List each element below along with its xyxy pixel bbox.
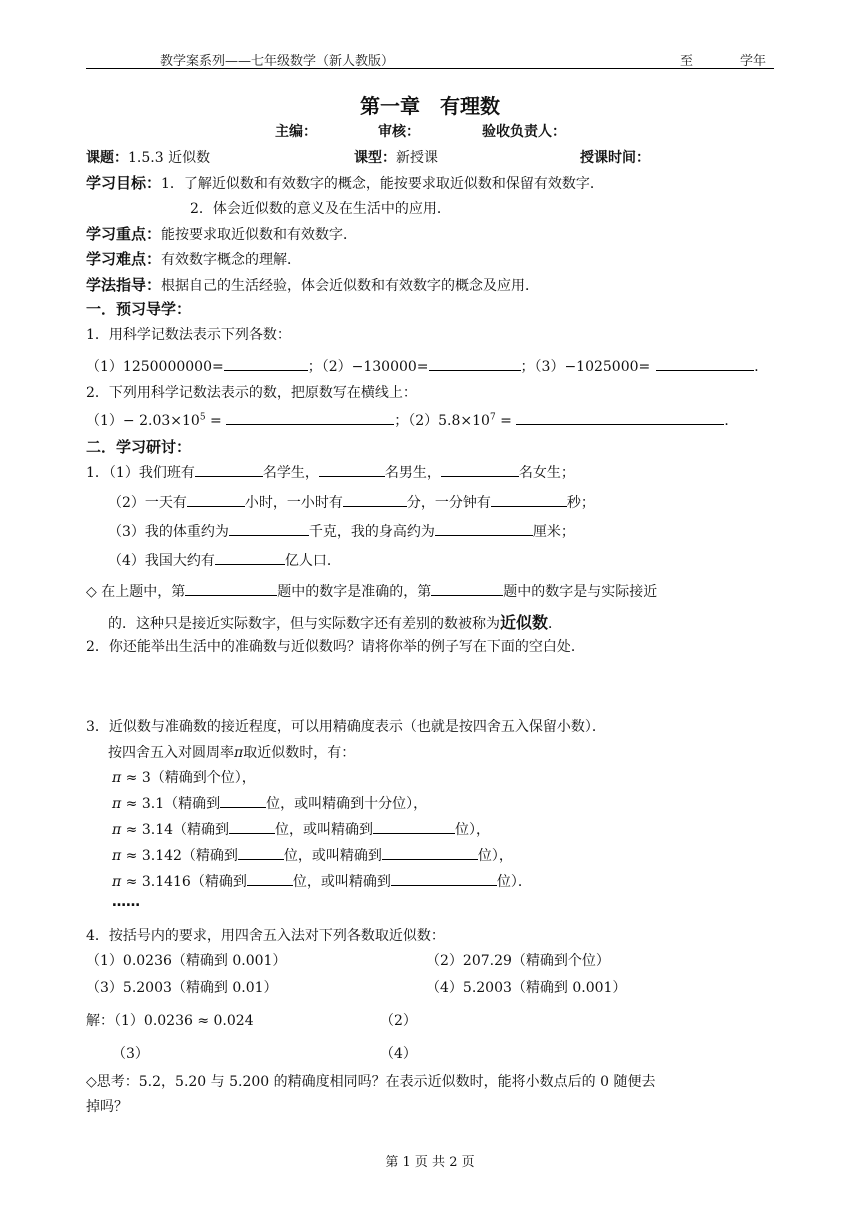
- blank[interactable]: [224, 356, 308, 371]
- blank[interactable]: [656, 356, 754, 371]
- s1-q2: 2．下列用科学记数法表示的数，把原数写在横线上：: [86, 385, 417, 401]
- goals-row-1: [86, 172, 604, 193]
- goal-2: 2．体会近似数的意义及在生活中的应用．: [190, 201, 451, 217]
- pi-value: ≈ 3.142: [125, 848, 182, 864]
- s2-q2: 2．你还能举出生活中的准确数与近似数吗？请将你举的例子写在下面的空白处．: [86, 639, 585, 655]
- solution-2: （2）: [380, 1013, 417, 1029]
- pi-row-3: [112, 819, 490, 839]
- time-label: 授课时间：: [580, 150, 650, 166]
- section-2-title: 二．学习研讨：: [86, 438, 192, 456]
- s2-line-1: [86, 462, 575, 482]
- think-line-2: 掉吗？: [86, 1099, 128, 1115]
- pi-symbol: π: [112, 770, 122, 786]
- text: ◇ 在上题中，第: [86, 584, 186, 600]
- blank[interactable]: [343, 492, 407, 507]
- type-label: 课型：: [354, 150, 396, 166]
- pi-value: ≈ 3.1: [125, 796, 165, 812]
- key-row: [86, 223, 357, 244]
- page-footer: 第 1 页 共 2 页: [385, 1155, 475, 1170]
- text: 分，一分钟有: [406, 495, 491, 511]
- s2-line-4: [108, 550, 341, 570]
- difficult-row: [86, 248, 301, 269]
- pi-value: ≈ 3.14: [125, 822, 174, 838]
- editor-accept: 验收负责人：: [482, 124, 566, 140]
- s2-q3-b: [108, 742, 355, 762]
- text: 名男生，: [384, 465, 441, 481]
- s2-q4c: （3）5.2003（精确到 0.01）: [86, 980, 278, 996]
- text: （精确到: [181, 848, 238, 864]
- type-row: [354, 147, 438, 167]
- text: 位，或叫精确到: [292, 874, 391, 890]
- s1-q1: 1．用科学记数法表示下列各数：: [86, 327, 291, 343]
- blank[interactable]: [195, 462, 263, 477]
- text: 题中的数字是与实际接近: [503, 584, 658, 600]
- topic-row: [86, 147, 210, 167]
- s2-diamond-1: [86, 581, 657, 601]
- solution-3: （3）: [112, 1046, 149, 1062]
- text: 名女生；: [518, 465, 575, 481]
- blank[interactable]: [431, 581, 503, 596]
- text: 位，或叫精确到十分位），: [266, 796, 428, 812]
- text: （2）一天有: [108, 495, 187, 511]
- text: 千克，我的身高约为: [308, 524, 435, 540]
- text: 位），: [455, 822, 491, 838]
- goals-label: 学习目标：: [86, 174, 162, 192]
- ellipsis: ……: [112, 894, 140, 910]
- key-label: 学习重点：: [86, 225, 162, 243]
- text: （精确到个位），: [150, 770, 256, 786]
- blank[interactable]: [319, 462, 385, 477]
- text: 位，或叫精确到: [283, 848, 382, 864]
- pi-symbol: π: [112, 848, 122, 864]
- difficult-text: 有效数字概念的理解．: [161, 252, 302, 268]
- text: 按四舍五入对圆周率: [108, 745, 234, 761]
- s2-q3: 3．近似数与准确数的接近程度，可以用精确度表示（也就是按四舍五入保留小数）．: [86, 719, 606, 735]
- s2-q4: 4．按括号内的要求，用四舍五入法对下列各数取近似数：: [86, 928, 445, 944]
- blank[interactable]: [391, 871, 497, 886]
- s1-q2a-exp: 5: [199, 412, 206, 423]
- text: （4）我国大约有: [108, 553, 215, 569]
- blank[interactable]: [429, 356, 521, 371]
- pi-symbol: π: [112, 822, 122, 838]
- text: 厘米；: [532, 524, 575, 540]
- text: 小时，一小时有: [244, 495, 343, 511]
- page-title: 第一章 有理数: [360, 94, 500, 118]
- term-approx-number: 近似数: [500, 613, 549, 632]
- text: ．: [548, 616, 563, 632]
- text: 位，或叫精确到: [275, 822, 374, 838]
- text: 取近似数时，有：: [243, 745, 356, 761]
- blank[interactable]: [215, 550, 285, 565]
- header-year: 学年: [740, 54, 767, 69]
- header-series: 教学案系列——七年级数学（新人教版）: [160, 54, 395, 69]
- topic-label: 课题：: [86, 150, 128, 166]
- section-1-title: 一．预习导学：: [86, 300, 192, 318]
- blank[interactable]: [229, 819, 275, 834]
- header-to: 至: [680, 54, 694, 69]
- think-line-1: ◇思考：5.2，5.20 与 5.200 的精确度相同吗？在表示近似数时，能将小数点后的 0 随便去: [86, 1074, 656, 1090]
- s1-q1b: ；（2）−130000=: [307, 359, 429, 375]
- method-row: [86, 274, 539, 295]
- text: （精确到: [190, 874, 247, 890]
- s1-q1c: ；（3）−1025000=: [520, 359, 651, 375]
- blank[interactable]: [187, 492, 245, 507]
- pi-symbol: π: [112, 874, 122, 890]
- text: （3）我的体重约为: [108, 524, 229, 540]
- text: 亿人口．: [284, 553, 341, 569]
- text: （精确到: [164, 796, 221, 812]
- goal-1: 1．了解近似数和有效数字的概念，能按要求取近似数和保留有效数字．: [161, 176, 604, 192]
- method-text: 根据自己的生活经验，体会近似数和有效数字的概念及应用．: [161, 278, 540, 294]
- blank[interactable]: [185, 581, 277, 596]
- s2-line-3: [108, 521, 575, 541]
- blank[interactable]: [435, 521, 533, 536]
- s1-q1end: ．: [754, 359, 769, 375]
- pi-row-2: [112, 793, 427, 813]
- blank[interactable]: [491, 492, 567, 507]
- blank[interactable]: [441, 462, 519, 477]
- blank[interactable]: [238, 845, 284, 860]
- s1-q2-row: [86, 410, 738, 430]
- s2-line-2: [108, 492, 595, 512]
- blank[interactable]: [226, 410, 394, 425]
- text: 位）．: [496, 874, 532, 890]
- pi-symbol: π: [234, 745, 244, 761]
- s2-q4b: （2）207.29（精确到个位）: [426, 953, 610, 969]
- s2-diamond-2: [108, 610, 562, 633]
- method-label: 学法指导：: [86, 276, 162, 294]
- solution-1: 解：（1）0.0236 ≈ 0.024: [86, 1013, 254, 1029]
- pi-value: ≈ 3.1416: [125, 874, 191, 890]
- blank[interactable]: [220, 793, 266, 808]
- solution-4: （4）: [380, 1046, 417, 1062]
- text: 1．（1）我们班有: [86, 465, 195, 481]
- s1-q2end: ．: [724, 413, 739, 429]
- pi-symbol: π: [112, 796, 122, 812]
- blank[interactable]: [229, 521, 309, 536]
- s1-q2b-label: ；（2）: [394, 413, 439, 429]
- s1-q1a: （1）1250000000=: [86, 359, 224, 375]
- text: 秒；: [566, 495, 595, 511]
- s1-q2b-exp: 7: [489, 412, 496, 423]
- blank[interactable]: [373, 819, 455, 834]
- blank[interactable]: [247, 871, 293, 886]
- s2-q4a: （1）0.0236（精确到 0.001）: [86, 953, 287, 969]
- s1-q2a-expr: − 2.03×10: [122, 413, 200, 429]
- s1-q2b-eq: =: [495, 413, 517, 429]
- editor-chief: 主编：: [275, 124, 317, 140]
- text: 题中的数字是准确的，第: [277, 584, 432, 600]
- pi-row-1: [112, 767, 256, 787]
- blank[interactable]: [516, 410, 724, 425]
- text: 位），: [477, 848, 513, 864]
- topic: 1.5.3 近似数: [128, 150, 211, 166]
- header-rule: [86, 68, 774, 69]
- difficult-label: 学习难点：: [86, 250, 162, 268]
- s1-q1-row: [86, 356, 768, 376]
- text: 名学生，: [262, 465, 319, 481]
- s1-q2a-label: （1）: [86, 413, 123, 429]
- type: 新授课: [396, 150, 438, 166]
- pi-row-5: [112, 871, 532, 891]
- pi-value: ≈ 3: [125, 770, 151, 786]
- s1-q2a-eq: =: [205, 413, 227, 429]
- editor-review: 审核：: [378, 124, 420, 140]
- s1-q2b-expr: 5.8×10: [438, 413, 490, 429]
- text: （精确到: [173, 822, 230, 838]
- pi-row-4: [112, 845, 513, 865]
- s2-q4d: （4）5.2003（精确到 0.001）: [426, 980, 627, 996]
- text: 的．这种只是接近实际数字，但与实际数字还有差别的数被称为: [108, 616, 500, 632]
- key-text: 能按要求取近似数和有效数字．: [161, 227, 358, 243]
- blank[interactable]: [382, 845, 478, 860]
